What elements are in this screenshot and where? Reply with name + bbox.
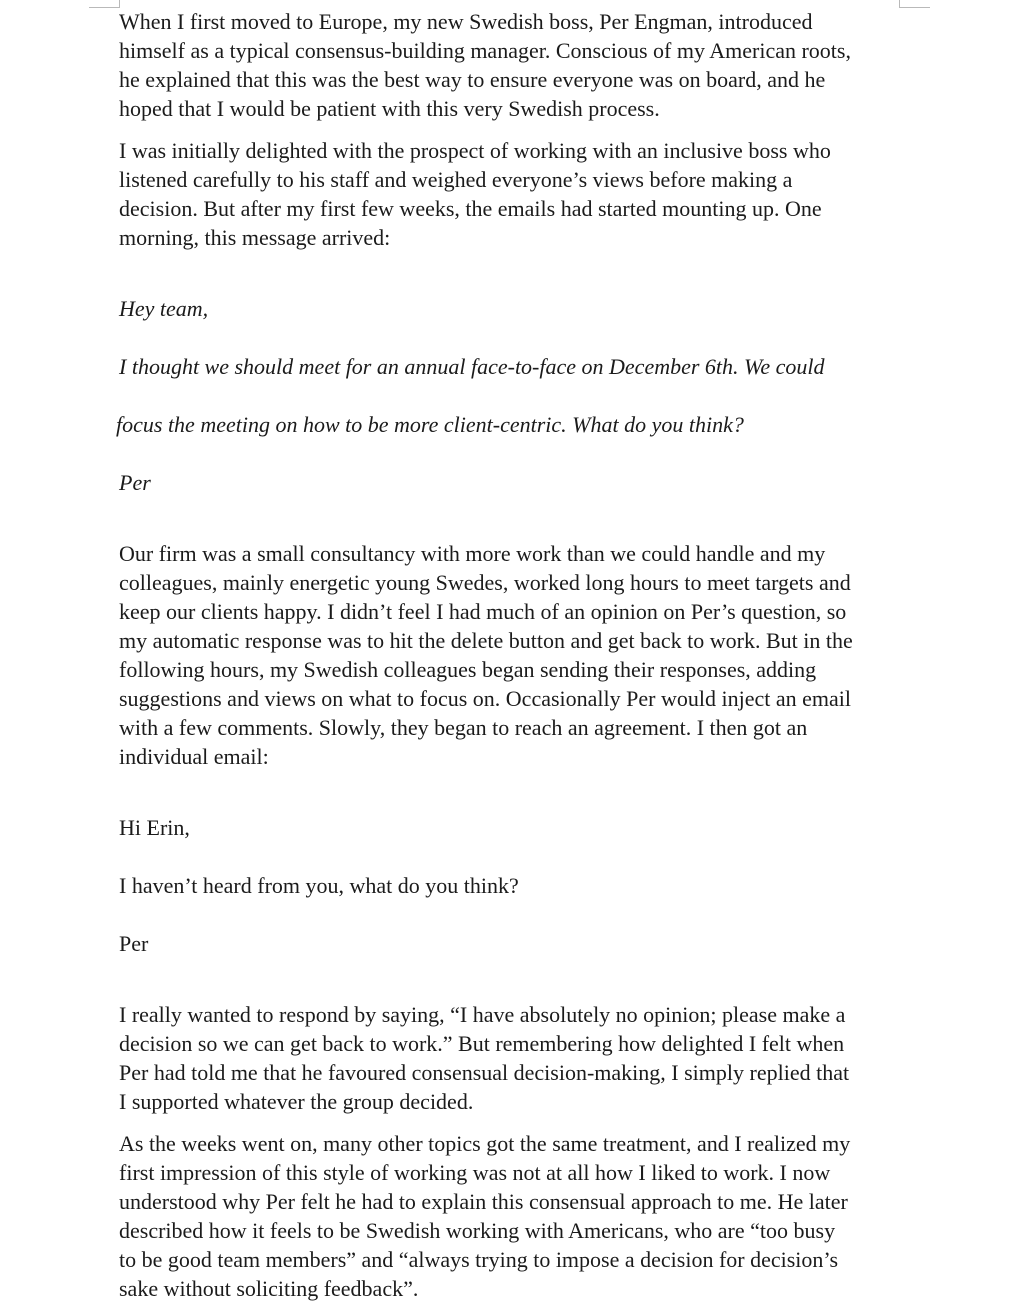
individual-email-greeting: Hi Erin, xyxy=(119,815,190,840)
team-email-greeting: Hey team, xyxy=(119,296,209,321)
paragraph-consultancy: Our firm was a small consultancy with more work than we could handle and my colleagues, mainly energetic young Swedes, worked long hours to meet targets and keep our clients happy. I didn’t feel I had much of an opinion on Per’s question, so my automatic response was to hit the delete button and get back to work. But in the following hours, my Swedish colleagues began sending their responses, adding suggestions and views on what to focus on. Occasionally Per would inject an email with a few comments. Slowly, they began to reach an agreement. I then got an individual email: xyxy=(119,541,853,769)
left-margin-crop-mark xyxy=(89,0,120,8)
paragraph-initial-impression: I was initially delighted with the prospect of working with an inclusive boss who listened carefully to his staff and weighed everyone’s views before making a decision. But after my first few weeks, the emails had started mounting up. One morning, this message arrived: xyxy=(119,138,831,250)
document-body[interactable] xyxy=(116,7,909,1316)
paragraph-intro: When I first moved to Europe, my new Swedish boss, Per Engman, introduced himself as a typical consensus-building manager. Conscious of my American roots, he explained that this was the best way to ensure everyone was on board, and he hoped that I would be patient with this very Swedish process. xyxy=(119,9,851,121)
paragraph-response: I really wanted to respond by saying, “I have absolutely no opinion; please make a decision so we can get back to work.” But remembering how delighted I felt when Per had told me that he favoured consensual decision-making, I simply replied that I supported whatever the group decided. xyxy=(119,1002,850,1114)
team-email-body-line-1: I thought we should meet for an annual face-to-face on December 6th. We could xyxy=(119,354,825,379)
individual-email-body: I haven’t heard from you, what do you think? xyxy=(119,873,519,898)
individual-email-quote xyxy=(119,784,909,987)
team-email-signature: Per xyxy=(119,470,151,495)
team-email-quote xyxy=(116,265,909,526)
team-email-body-line-2: focus the meeting on how to be more client-centric. What do you think? xyxy=(116,412,744,437)
paragraph-conclusion: As the weeks went on, many other topics got the same treatment, and I realized my first impression of this style of working was not at all how I liked to work. I now understood why Per felt he had to explain this consensual approach to me. He later described how it feels to be Swedish working with Americans, who are “too busy to be good team members” and “always trying to impose a decision for decision’s sake without soliciting feedback”. xyxy=(119,1131,851,1301)
individual-email-signature: Per xyxy=(119,931,149,956)
